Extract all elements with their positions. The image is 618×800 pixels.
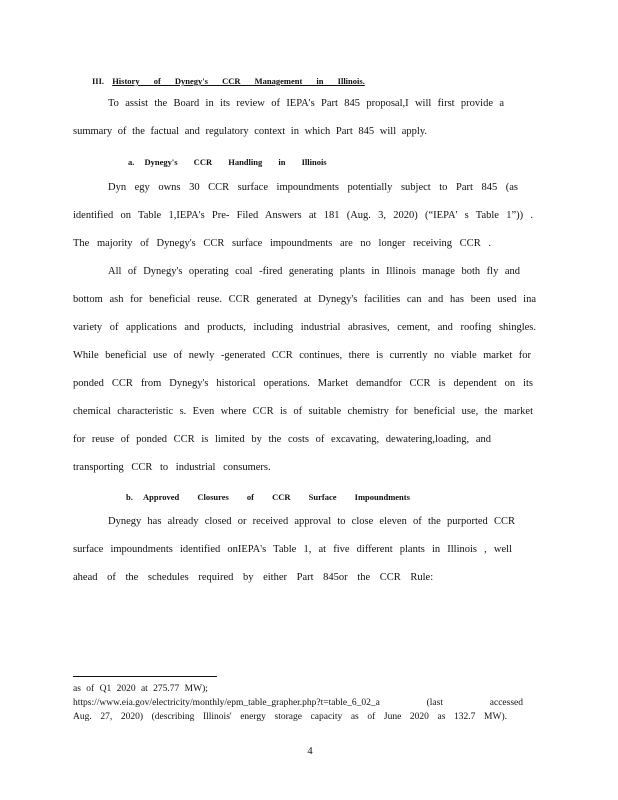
- subsection-title: Approved Closures of CCR Surface Impoundments: [142, 492, 410, 502]
- subsection-title: Dynegy's CCR Handling in Illinois: [144, 157, 327, 167]
- paragraph-line: for reuse of ponded CCR is limited by the costs of excavating, dewatering,loading, and: [73, 434, 491, 445]
- paragraph-line: ponded CCR from Dynegy's historical operations. Market demandfor CCR is dependent on its: [73, 378, 533, 389]
- paragraph-line: To assist the Board in its review of IEPA's Part 845 proposal,I will first provide a: [108, 98, 504, 109]
- paragraph-line: chemical characteristic s. Even where CCR is of suitable chemistry for beneficial use, the market: [73, 406, 533, 417]
- paragraph-line: summary of the factual and regulatory context in which Part 845 will apply.: [73, 126, 428, 137]
- paragraph-line: Dyn egy owns 30 CCR surface impoundments potentially subject to Part 845 (as: [108, 182, 518, 193]
- footnote-line: https://www.eia.gov/electricity/monthly/epm_table_grapher.php?t=table_6_02_a (last accessed: [73, 698, 523, 708]
- subsection-number: b.: [126, 492, 133, 502]
- section-heading: [92, 74, 365, 88]
- paragraph-line: transporting CCR to industrial consumers.: [73, 462, 271, 473]
- footnote-separator: [73, 676, 217, 677]
- paragraph-line: All of Dynegy's operating coal -fired generating plants in Illinois manage both fly and: [108, 266, 520, 277]
- paragraph-line: variety of applications and products, including industrial abrasives, cement, and roofing shingles.: [73, 322, 536, 333]
- subsection-number: a.: [128, 157, 135, 167]
- paragraph-line: ahead of the schedules required by either Part 845or the CCR Rule:: [73, 572, 434, 583]
- page-number: 4: [307, 746, 313, 757]
- section-title: History of Dynegy's CCR Management in Illinois.: [112, 76, 365, 86]
- footnote-line: Aug. 27, 2020) (describing Illinois' energy storage capacity as of June 2020 as 132.7 MW).: [73, 712, 507, 722]
- paragraph-line: surface impoundments identified onIEPA's Table 1, at five different plants in Illinois , well: [73, 544, 512, 555]
- subsection-heading: [128, 155, 327, 169]
- paragraph-line: The majority of Dynegy's CCR surface impoundments are no longer receiving CCR .: [73, 238, 491, 249]
- paragraph-line: identified on Table 1,IEPA's Pre- Filed Answers at 181 (Aug. 3, 2020) (“IEPA' s Table 1”)) .: [73, 210, 533, 221]
- paragraph-line: Dynegy has already closed or received approval to close eleven of the purported CCR: [108, 516, 515, 527]
- subsection-heading: [126, 490, 410, 504]
- paragraph-line: While beneficial use of newly -generated CCR continues, there is currently no viable market for: [73, 350, 531, 361]
- footnote-line: as of Q1 2020 at 275.77 MW);: [73, 684, 208, 694]
- paragraph-line: bottom ash for beneficial reuse. CCR generated at Dynegy's facilities can and has been used ina: [73, 294, 536, 305]
- section-number: III.: [92, 76, 105, 86]
